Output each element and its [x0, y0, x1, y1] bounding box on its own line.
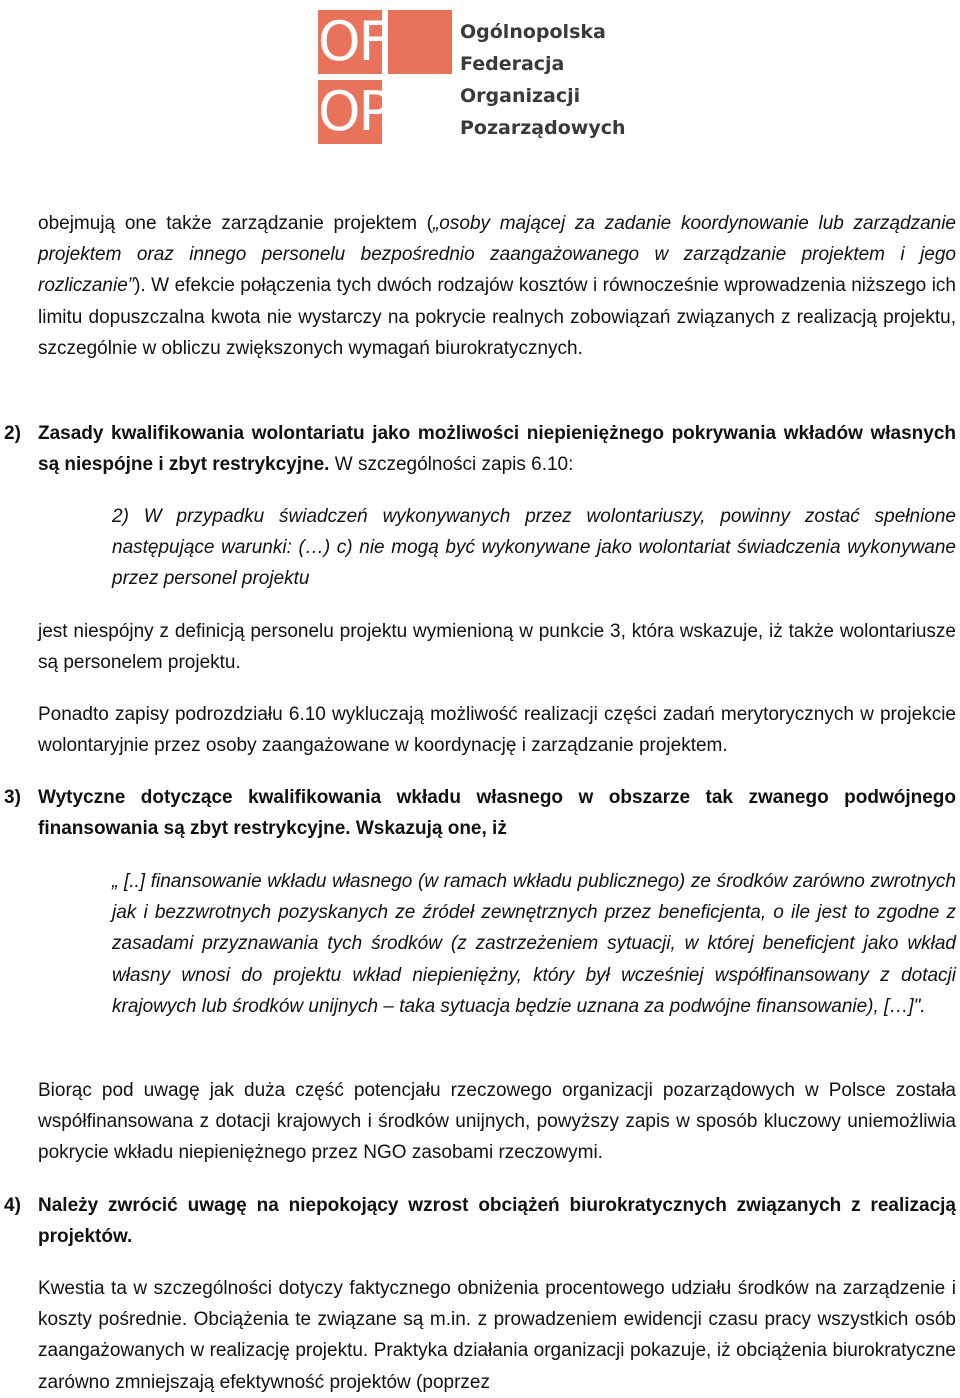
paragraph-inconsistent: jest niespójny z definicją personelu projektu wymienioną w punkcie 3, która wskazuje, iż także wolontariusze są personelem projektu. — [38, 621, 956, 674]
list-number: 2) — [4, 423, 21, 444]
logo-line: Federacja — [460, 53, 565, 75]
quote-text: 2) W przypadku świadczeń wykonywanych przez wolontariuszy, powinny zostać spełnione następujące warunki: (…) c) nie mogą być wykonywane jako wolontariat świadczenia wykonywane przez personel projektu — [112, 506, 956, 590]
quote-run: „osoby mającej za zadanie koordynowanie lub zarządzanie projektem oraz innego personelu bezpośrednio zaangażowanego w zarządzanie projektem i jego rozliczanie” — [38, 213, 956, 297]
logo-line: Ogólnopolska — [460, 21, 606, 43]
item-double-financing: Wytyczne dotyczące kwalifikowania wkładu własnego w obszarze tak zwanego podwójnego finansowania są zbyt restrykcyjne. Wskazują one, iż — [38, 787, 956, 840]
logo-tile-spacer — [388, 10, 452, 74]
item-volunteering — [38, 418, 956, 480]
logo-tile-op: OP — [318, 80, 390, 143]
paragraph-resources: Biorąc pod uwagę jak duża część potencjału rzeczowego organizacji pozarządowych w Polsce została współfinansowana z dotacji krajowych i środków unijnych, powyższy zapis w sposób kluczowy uniemożliwia pokrycie wkładu niepieniężnego przez NGO zasobami rzeczowymi. — [38, 1080, 956, 1164]
paragraph-costs — [38, 208, 956, 364]
logo-line: Pozarządowych — [460, 117, 626, 139]
logo-tile-of: OF — [318, 10, 388, 73]
item-heading: Zasady kwalifikowania wolontariatu jako możliwości niepieniężnego pokrywania wkładów własnych są niespójne i zbyt restrykcyjne. — [38, 423, 956, 476]
quote-volunteering — [112, 501, 956, 595]
text-run: ). W efekcie połączenia tych dwóch rodzajów kosztów i równocześnie wprowadzenia niższego ich limitu dopuszczalna kwota nie wystarczy na pokrycie realnych zobowiązań związanych z realizacją projektu, szczególnie w obliczu zwiększonych wymagań biurokratycznych. — [38, 275, 956, 359]
list-number: 3) — [4, 787, 21, 808]
logo-line: Organizacji — [460, 85, 581, 107]
text-run: obejmują one także zarządzanie projektem ( — [38, 213, 433, 234]
paragraph-management: Kwestia ta w szczególności dotyczy faktycznego obniżenia procentowego udziału środków na zarządzenie i koszty pośrednie. Obciążenia te związane są m.in. z prowadzeniem ewidencji czasu pracy wszystkich osób zaangażowanych w realizację projektu. Praktyka działania organizacji pokazuje, iż obciążenia biurokratyczne zarówno zmniejszają efektywność projektów (poprzez — [38, 1278, 956, 1393]
quote-text: „ [..] finansowanie wkładu własnego (w ramach wkładu publicznego) ze środków zarówno zwrotnych jak i bezzwrotnych pozyskanych ze źródeł zewnętrznych przez beneficjenta, o ile jest to zgodne z zasadami przyznawania tych środków (z zastrzeżeniem sytuacji, w której beneficjent jako wkład własny wnosi do projektu wkład niepieniężny, który był wcześniej współfinansowany z dotacji krajowych lub środków unijnych – taka sytuacja będzie uznana za podwójne finansowanie), […]". — [112, 871, 956, 1017]
text-run: W szczególności zapis 6.10: — [329, 454, 574, 476]
item-bureaucracy: Należy zwrócić uwagę na niepokojący wzrost obciążeń biurokratycznych związanych z realizacją projektów. — [38, 1195, 956, 1248]
paragraph-subsection: Ponadto zapisy podrozdziału 6.10 wykluczają możliwość realizacji części zadań merytorycznych w projekcie wolontaryjnie przez osoby zaangażowane w koordynację i zarządzanie projektem. — [38, 704, 956, 757]
ofop-logo — [318, 10, 626, 150]
list-number: 4) — [4, 1195, 21, 1216]
logo-wordmark — [460, 16, 626, 144]
quote-double-financing — [112, 866, 956, 1022]
